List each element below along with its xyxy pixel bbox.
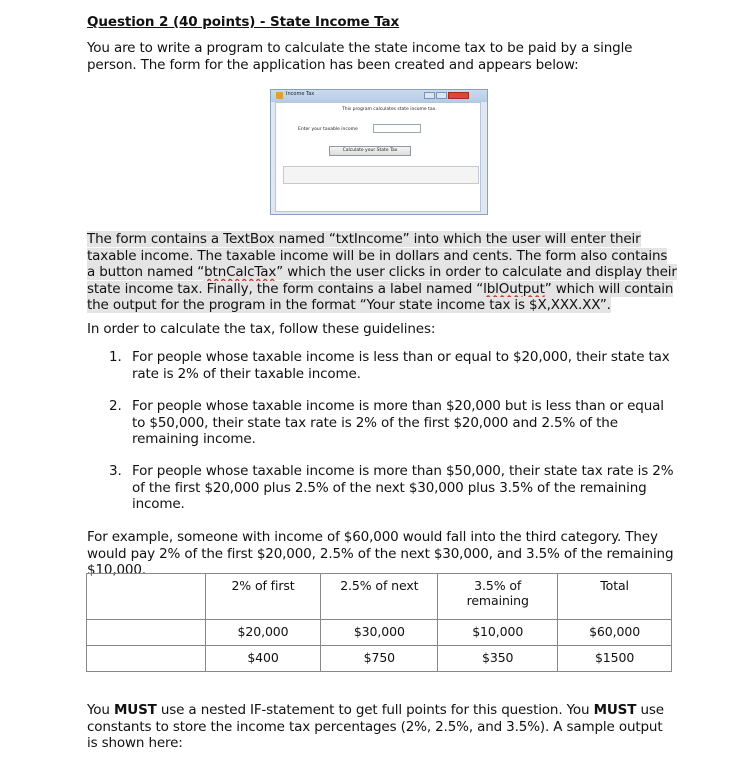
description-part-1: The form contains a TextBox named “txtIncome” into which the user will enter their taxable income. The taxable income will be in dollars and cents. The form also contains a button named “ <box>87 231 668 280</box>
requirements-text: use constants to store the income tax percentages (2%, 2.5%, and 3.5%). A sample output is shown here: <box>87 702 664 751</box>
guideline-number: 1. <box>109 349 122 365</box>
guideline-number: 2. <box>109 398 122 414</box>
app-icon <box>276 92 283 99</box>
maximize-icon <box>436 92 447 99</box>
table-cell: $1500 <box>558 646 672 672</box>
description-part-2: ” which the user clicks in order to calculate and display their state income tax. Finally, the form contains a label named “ <box>87 264 677 297</box>
form-calc-button: Calculate your State Tax <box>329 146 411 156</box>
table-cell: $20,000 <box>205 620 321 646</box>
must-emphasis: MUST <box>593 702 637 718</box>
guidelines-intro: In order to calculate the tax, follow these guidelines: <box>87 321 436 337</box>
table-header-cell: 3.5% of remaining <box>438 574 558 620</box>
minimize-icon <box>424 92 435 99</box>
table-cell: $350 <box>438 646 558 672</box>
guideline-number: 3. <box>109 463 122 479</box>
form-client-area <box>275 102 481 212</box>
table-header-cell: 2.5% of next <box>321 574 438 620</box>
table-cell: $10,000 <box>438 620 558 646</box>
table-cell: $30,000 <box>321 620 438 646</box>
form-income-textbox <box>373 124 421 133</box>
form-output-label <box>283 166 479 184</box>
must-emphasis: MUST <box>113 702 157 718</box>
requirements-text: use a nested IF-statement to get full points for this question. You <box>156 702 594 718</box>
form-titlebar <box>271 90 487 102</box>
table-row <box>87 646 672 672</box>
close-icon <box>448 92 469 99</box>
table-header-cell <box>87 574 206 620</box>
guideline-text: For people whose taxable income is more than $20,000 but is less than or equal to $50,000, their state tax rate is 2% of the first $20,000 and 2.5% of the remaining income. <box>132 398 664 447</box>
example-paragraph: For example, someone with income of $60,000 would fall into the third category. They would pay 2% of the first $20,000, 2.5% of the next $30,000, and 3.5% of the remaining $10,000. <box>87 529 674 578</box>
guideline-text: For people whose taxable income is more than $50,000, their state tax rate is 2% of the first $20,000 plus 2.5% of the next $30,000 plus 3.5% of the remaining income. <box>132 463 674 512</box>
description-paragraph <box>87 231 679 314</box>
table-cell <box>87 620 206 646</box>
table-cell: $750 <box>321 646 438 672</box>
tax-example-table <box>86 573 672 672</box>
button-name-text: btnCalcTax <box>204 264 277 280</box>
table-cell: $400 <box>205 646 321 672</box>
requirements-paragraph <box>87 702 677 752</box>
form-income-prompt: Enter your taxable income <box>298 127 358 132</box>
table-header-cell: Total <box>558 574 672 620</box>
requirements-text: You <box>87 702 114 718</box>
label-name-text: lblOutput <box>483 280 545 297</box>
form-screenshot <box>270 89 488 215</box>
form-window-title: Income Tax <box>286 91 315 97</box>
table-header-row <box>87 574 672 620</box>
table-header-cell: 2% of first <box>205 574 321 620</box>
form-description-label: This program calculates state income tax. <box>342 107 437 112</box>
question-title: Question 2 (40 points) - State Income Tax <box>87 14 400 30</box>
guideline-text: For people whose taxable income is less than or equal to $20,000, their state tax rate is 2% of their taxable income. <box>132 349 670 382</box>
table-row <box>87 620 672 646</box>
table-cell: $60,000 <box>558 620 672 646</box>
intro-paragraph: You are to write a program to calculate the state income tax to be paid by a single person. The form for the application has been created and appears below: <box>87 40 633 73</box>
table-cell <box>87 646 206 672</box>
description-part-3: ” which will contain the output for the program in the format “Your state income tax is $X,XXX.XX”. <box>87 280 674 313</box>
